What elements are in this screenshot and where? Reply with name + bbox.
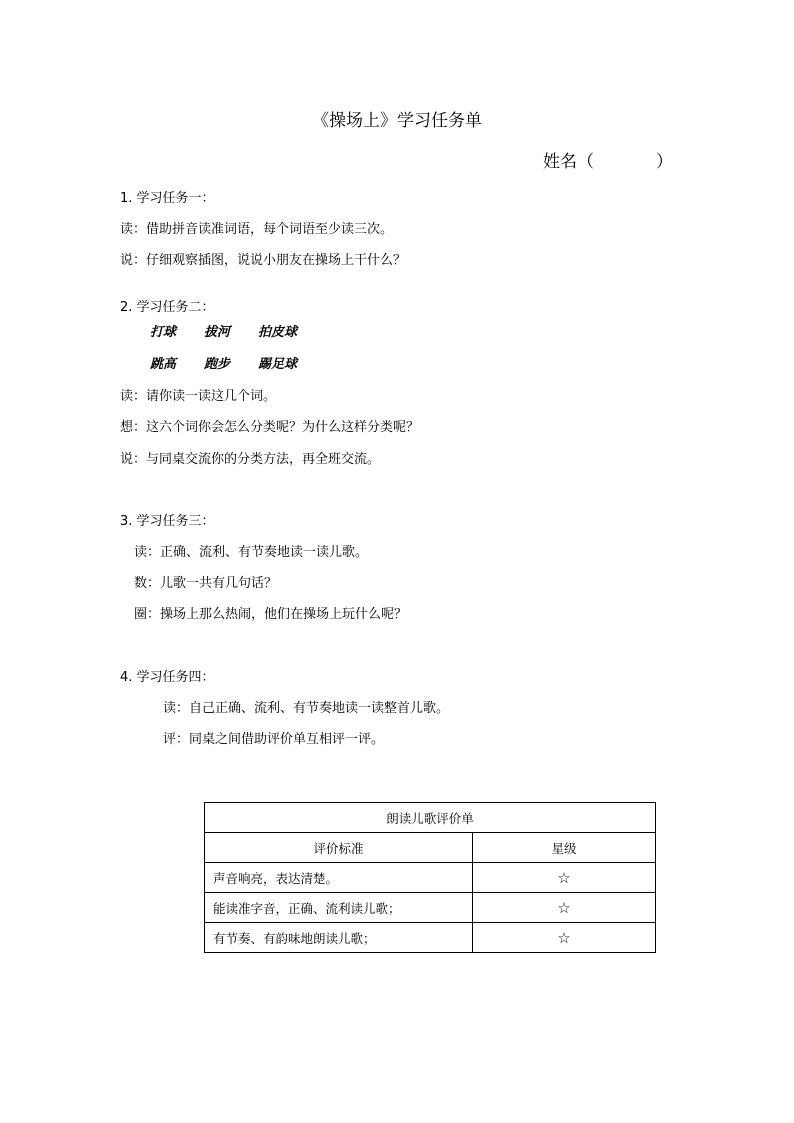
star-rating-icon[interactable]: ☆ bbox=[473, 863, 656, 893]
task1-line-say: 说：仔细观察插图，说说小朋友在操场上干什么？ bbox=[120, 253, 407, 268]
task2-line-think: 想：这六个词你会怎么分类呢？为什么这样分类呢？ bbox=[120, 420, 420, 435]
name-label: 姓名（ bbox=[543, 152, 594, 172]
criteria-cell: 声音响亮，表达清楚。 bbox=[205, 863, 473, 893]
task3-line-circle: 圈：操场上那么热闹，他们在操场上玩什么呢？ bbox=[134, 607, 408, 622]
task2-words-row2 bbox=[150, 353, 325, 372]
task1-line-read: 读：借助拼音读准词语，每个词语至少读三次。 bbox=[120, 222, 394, 237]
table-row bbox=[205, 863, 656, 893]
star-rating-icon[interactable]: ☆ bbox=[473, 893, 656, 923]
task3-heading: 3. 学习任务三： bbox=[120, 514, 215, 529]
word-item: 打球 bbox=[150, 325, 177, 340]
name-close: ） bbox=[656, 152, 673, 172]
task1-heading: 1. 学习任务一： bbox=[120, 191, 215, 206]
task2-line-read: 读：请你读一读这几个词。 bbox=[120, 389, 277, 404]
task4-line-evaluate: 评：同桌之间借助评价单互相评一评。 bbox=[163, 732, 385, 747]
table-caption: 朗读儿歌评价单 bbox=[205, 803, 656, 833]
criteria-cell: 能读准字音，正确、流利读儿歌； bbox=[205, 893, 473, 923]
star-rating-icon[interactable]: ☆ bbox=[473, 923, 656, 953]
word-item: 踢足球 bbox=[258, 357, 298, 372]
task2-heading: 2. 学习任务二： bbox=[120, 300, 215, 315]
table-header-row bbox=[205, 833, 656, 863]
word-item: 跑步 bbox=[204, 357, 231, 372]
word-item: 跳高 bbox=[150, 357, 177, 372]
task2-line-say: 说：与同桌交流你的分类方法，再全班交流。 bbox=[120, 452, 381, 467]
column-header-rating: 星级 bbox=[473, 833, 656, 863]
task4-heading: 4. 学习任务四： bbox=[120, 670, 215, 685]
criteria-cell: 有节奏、有韵味地朗读儿歌； bbox=[205, 923, 473, 953]
task3-line-read: 读：正确、流利、有节奏地读一读儿歌。 bbox=[134, 545, 369, 560]
task3-line-count: 数：儿歌一共有几句话？ bbox=[134, 576, 278, 591]
evaluation-table bbox=[204, 802, 656, 953]
word-item: 拔河 bbox=[204, 325, 231, 340]
page-title: 《操场上》学习任务单 bbox=[312, 111, 482, 131]
table-caption-row bbox=[205, 803, 656, 833]
table-row bbox=[205, 893, 656, 923]
name-field bbox=[543, 147, 673, 172]
table-row bbox=[205, 923, 656, 953]
word-item: 拍皮球 bbox=[258, 325, 298, 340]
task2-words-row1 bbox=[150, 321, 325, 340]
column-header-criteria: 评价标准 bbox=[205, 833, 473, 863]
task4-line-read: 读：自己正确、流利、有节奏地读一读整首儿歌。 bbox=[163, 701, 450, 716]
